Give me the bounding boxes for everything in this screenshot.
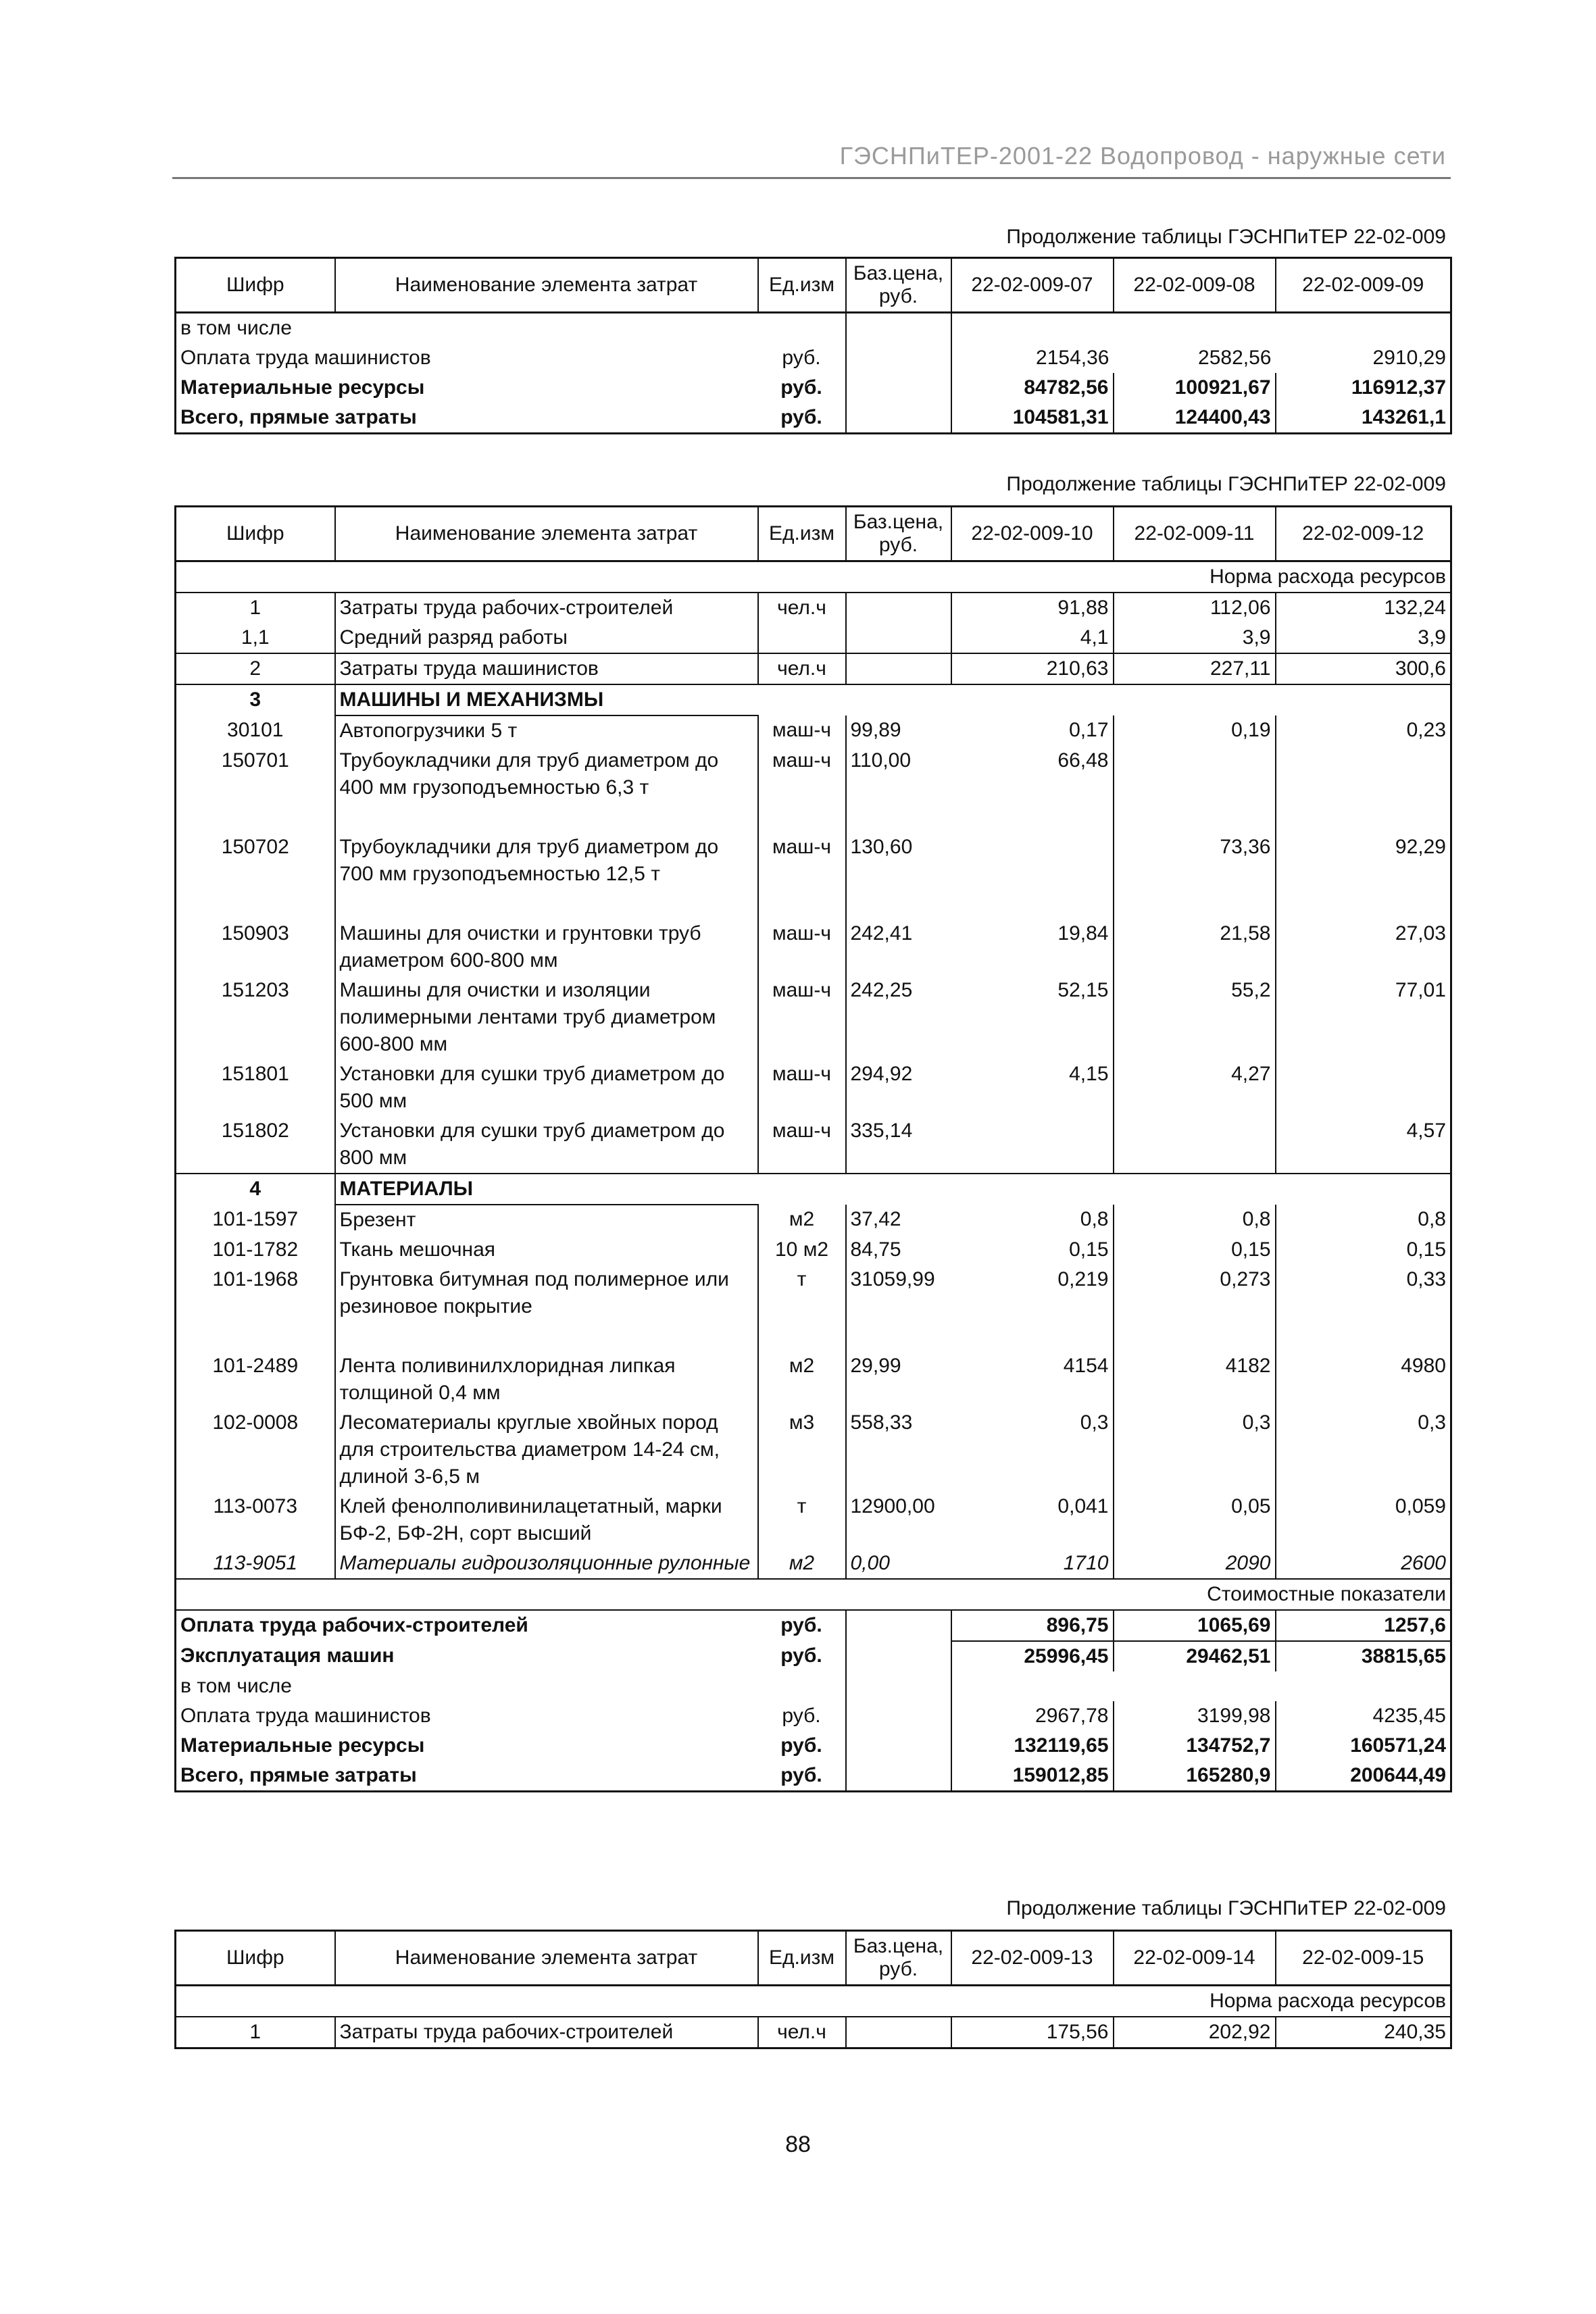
row-code: 2 [176,653,335,684]
row-value: 0,23 [1406,719,1446,741]
row-name: в том числе [180,317,292,339]
row-value: 0,8 [951,1205,1114,1235]
row-name: МАТЕРИАЛЫ [335,1174,758,1205]
row-value: 29462,51 [1114,1641,1276,1671]
row-unit: руб. [780,1614,822,1636]
row-unit: чел.ч [758,653,846,684]
row-unit: маш-ч [758,1116,846,1174]
col-unit-header: Ед.изм [758,1931,846,1986]
row-name: Средний разряд работы [335,623,758,653]
row-value: 0,05 [1114,1492,1276,1549]
row-code: 1,1 [176,623,335,653]
col-price-header: Баз.цена, руб. [846,507,951,561]
norm-label: Норма расхода ресурсов [176,561,1451,593]
row-value: 84782,56 [951,373,1114,403]
col-variant-2-header: 22-02-009-14 [1114,1931,1276,1986]
row-name: Машины для очистки и грунтовки труб диаметром 600-800 мм [335,919,758,976]
row-code: 150701 [176,746,335,832]
row-name: Трубоукладчики для труб диаметром до 400 мм грузоподъемностью 6,3 т [335,746,758,832]
row-value: 92,29 [1395,836,1446,858]
row-value: 77,01 [1395,979,1446,1001]
row-value [1114,746,1276,832]
row-value: 165280,9 [1114,1761,1276,1792]
table-row [176,919,1451,976]
row-value: 38815,65 [1361,1645,1446,1667]
row-value: 896,75 [951,1610,1114,1641]
row-name: Затраты труда рабочих-строителей [335,2017,758,2048]
table-row [176,832,1451,919]
row-code: 151203 [176,976,335,1059]
row-value: 132119,65 [951,1731,1114,1761]
col-variant-1-header: 22-02-009-13 [951,1931,1114,1986]
row-name: Материальные ресурсы [180,376,425,399]
row-value: 4,27 [1114,1059,1276,1116]
row-value: 2582,56 [1198,347,1272,369]
col-price-header: Баз.цена, руб. [846,258,951,313]
row-value: 73,36 [1114,832,1276,919]
row-price: 294,92 [850,1063,913,1085]
col-name-header: Наименование элемента затрат [335,507,758,561]
norm-label: Норма расхода ресурсов [176,1986,1451,2017]
row-value: 27,03 [1395,922,1446,945]
table-row [176,1408,1451,1492]
row-value: 2967,78 [951,1701,1114,1731]
row-price: 99,89 [850,719,901,741]
row-unit: руб. [782,1705,821,1727]
table2-caption: Продолжение таблицы ГЭСНПиТЕР 22-02-009 [1006,473,1446,495]
row-unit: т [758,1265,846,1351]
row-name: Установки для сушки труб диаметром до 800 мм [335,1116,758,1174]
row-price: 37,42 [850,1208,901,1230]
row-unit: руб. [780,1734,822,1757]
norm-label-row [176,1986,1451,2017]
table-row [176,403,1451,434]
row-price [846,593,951,623]
row-value: 0,15 [951,1235,1114,1265]
table-row [176,1235,1451,1265]
row-value: 104581,31 [951,403,1114,434]
row-name: Эксплуатация машин [180,1644,395,1667]
row-code: 3 [176,684,335,715]
col-code-header: Шифр [176,507,335,561]
row-unit [758,623,846,653]
row-name: Грунтовка битумная под полимерное или резиновое покрытие [335,1265,758,1351]
table2 [174,505,1452,1792]
table-row [176,1116,1451,1174]
row-unit: маш-ч [758,1059,846,1116]
row-value: 116912,37 [1351,376,1446,399]
row-name: МАШИНЫ И МЕХАНИЗМЫ [335,684,758,715]
table-row [176,343,1451,373]
norm-label-row [176,561,1451,593]
row-code: 101-1968 [176,1265,335,1351]
col-code-header: Шифр [176,1931,335,1986]
row-value: 240,35 [1384,2021,1446,2043]
row-value: 300,6 [1395,657,1446,680]
row-value: 4,15 [951,1059,1114,1116]
row-value [951,1116,1114,1174]
cost-row [176,1761,1451,1792]
running-header: ГЭСНПиТЕР-2001-22 Водопровод - наружные сети [839,142,1446,170]
row-name: Всего, прямые затраты [180,406,417,428]
row-value: 91,88 [951,593,1114,623]
row-name: Брезент [335,1205,758,1235]
row-name: Клей фенолполивинилацетатный, марки БФ-2, БФ-2Н, сорт высший [335,1492,758,1549]
row-price: 335,14 [850,1120,913,1142]
row-code: 151802 [176,1116,335,1174]
row-value: 0,219 [951,1265,1114,1351]
row-price [846,623,951,653]
row-unit: маш-ч [758,715,846,746]
row-price: 0,00 [850,1552,890,1574]
row-value: 0,17 [951,715,1114,746]
row-value: 0,273 [1114,1265,1276,1351]
cost-row [176,1671,1451,1701]
row-name: Ткань мешочная [335,1235,758,1265]
row-value: 3,9 [1114,623,1276,653]
row-value: 4980 [1401,1355,1446,1377]
row-unit: м2 [758,1205,846,1235]
row-value: 4,1 [951,623,1114,653]
table3-caption: Продолжение таблицы ГЭСНПиТЕР 22-02-009 [1006,1897,1446,1919]
col-unit-header: Ед.изм [758,258,846,313]
row-unit: руб. [780,406,822,428]
col-variant-1-header: 22-02-009-07 [951,258,1114,313]
row-price: 29,99 [850,1355,901,1377]
cost-row [176,1731,1451,1761]
row-value: 0,3 [1418,1411,1446,1434]
row-value: 202,92 [1114,2017,1276,2048]
row-unit: 10 м2 [758,1235,846,1265]
row-value: 2154,36 [1036,347,1109,369]
table-row [176,653,1451,684]
row-value: 3199,98 [1114,1701,1276,1731]
row-price: 12900,00 [850,1495,935,1517]
row-code: 150702 [176,832,335,919]
row-name: Материальные ресурсы [180,1734,425,1757]
row-code: 1 [176,2017,335,2048]
row-value: 19,84 [951,919,1114,976]
row-name: Автопогрузчики 5 т [335,715,758,746]
row-name: Затраты труда машинистов [335,653,758,684]
row-price: 130,60 [850,836,913,858]
row-name: Лесоматериалы круглые хвойных пород для строительства диаметром 14-24 см, длиной 3-6,5 м [335,1408,758,1492]
row-value: 0,041 [951,1492,1114,1549]
row-price: 84,75 [850,1238,901,1261]
row-value: 21,58 [1114,919,1276,976]
row-value: 160571,24 [1350,1734,1446,1757]
table-row [176,1549,1451,1579]
row-name: Трубоукладчики для труб диаметром до 700 мм грузоподъемностью 12,5 т [335,832,758,919]
row-value: 2090 [1114,1549,1276,1579]
row-name: в том числе [180,1675,292,1697]
row-value: 3,9 [1418,626,1446,649]
row-code: 151801 [176,1059,335,1116]
row-price [846,2017,951,2048]
table1-caption: Продолжение таблицы ГЭСНПиТЕР 22-02-009 [1006,226,1446,248]
row-code: 150903 [176,919,335,976]
col-variant-2-header: 22-02-009-08 [1114,258,1276,313]
row-value: 124400,43 [1114,403,1276,434]
row-name: Оплата труда машинистов [180,1705,431,1727]
row-unit: м2 [758,1549,846,1579]
row-code: 101-1597 [176,1205,335,1235]
row-unit: т [758,1492,846,1549]
row-value: 227,11 [1114,653,1276,684]
row-unit: м2 [758,1351,846,1408]
row-code: 30101 [176,715,335,746]
cost-label: Стоимостные показатели [176,1579,1451,1610]
table1 [174,257,1452,434]
row-unit: чел.ч [758,2017,846,2048]
row-name: Затраты труда рабочих-строителей [335,593,758,623]
page-number: 88 [785,2132,811,2157]
header-rule [172,177,1451,179]
row-value: 2600 [1401,1552,1446,1574]
row-value: 4235,45 [1372,1705,1446,1727]
row-value: 25996,45 [951,1641,1114,1671]
table-row [176,2017,1451,2048]
table-row [176,1265,1451,1351]
row-name: Оплата труда машинистов [180,347,431,369]
row-unit: м3 [758,1408,846,1492]
row-name: Оплата труда рабочих-строителей [180,1614,528,1636]
row-code: 101-1782 [176,1235,335,1265]
row-value [1114,1116,1276,1174]
row-value: 112,06 [1114,593,1276,623]
table-row [176,593,1451,623]
row-value: 200644,49 [1350,1764,1446,1786]
table-row [176,623,1451,653]
col-price-header: Баз.цена, руб. [846,1931,951,1986]
row-value: 4,57 [1406,1120,1446,1142]
section-row-materials [176,1174,1451,1205]
row-unit: руб. [780,376,822,399]
cost-row [176,1610,1451,1641]
table-row [176,976,1451,1059]
row-name: Всего, прямые затраты [180,1764,417,1786]
table-row [176,746,1451,832]
row-price: 31059,99 [850,1268,935,1290]
row-name: Лента поливинилхлоридная липкая толщиной 0,4 мм [335,1351,758,1408]
row-value: 66,48 [951,746,1114,832]
row-value: 210,63 [951,653,1114,684]
row-value: 0,33 [1406,1268,1446,1290]
row-value: 0,3 [951,1408,1114,1492]
row-name: Материалы гидроизоляционные рулонные [335,1549,758,1579]
col-variant-2-header: 22-02-009-11 [1114,507,1276,561]
table-row [176,1492,1451,1549]
row-code: 113-9051 [176,1549,335,1579]
col-unit-header: Ед.изм [758,507,846,561]
cost-label-row [176,1579,1451,1610]
row-price: 242,41 [850,922,913,945]
row-value: 4154 [951,1351,1114,1408]
row-value: 0,8 [1114,1205,1276,1235]
row-value: 143261,1 [1361,406,1446,428]
row-value: 2910,29 [1372,347,1446,369]
row-price: 242,25 [850,979,913,1001]
row-value: 55,2 [1114,976,1276,1059]
row-unit: маш-ч [758,976,846,1059]
row-unit: маш-ч [758,746,846,832]
row-value: 0,059 [1395,1495,1446,1517]
col-name-header: Наименование элемента затрат [335,1931,758,1986]
table-row [176,1351,1451,1408]
row-value: 0,15 [1406,1238,1446,1261]
cost-row [176,1701,1451,1731]
row-unit: руб. [780,1644,822,1667]
col-variant-3-header: 22-02-009-12 [1276,507,1451,561]
section-row-machines [176,684,1451,715]
row-value: 132,24 [1384,597,1446,619]
table-row [176,715,1451,746]
table-row [176,1059,1451,1116]
row-unit: руб. [782,347,821,369]
row-price [846,653,951,684]
row-value: 0,3 [1114,1408,1276,1492]
col-variant-3-header: 22-02-009-15 [1276,1931,1451,1986]
row-price: 110,00 [850,749,912,772]
row-value: 1065,69 [1114,1610,1276,1641]
row-value: 1710 [951,1549,1114,1579]
row-unit: маш-ч [758,919,846,976]
table-row [176,313,1451,344]
row-value: 159012,85 [951,1761,1114,1792]
row-value: 100921,67 [1114,373,1276,403]
row-code: 101-2489 [176,1351,335,1408]
table-row [176,373,1451,403]
table3 [174,1930,1452,2049]
row-value: 1257,6 [1276,1610,1451,1641]
row-value: 0,15 [1114,1235,1276,1265]
row-value: 175,56 [951,2017,1114,2048]
row-code: 102-0008 [176,1408,335,1492]
row-unit: чел.ч [758,593,846,623]
row-value: 4182 [1114,1351,1276,1408]
row-name: Установки для сушки труб диаметром до 500 мм [335,1059,758,1116]
row-code: 4 [176,1174,335,1205]
cost-row [176,1641,1451,1671]
row-value [1276,746,1451,832]
row-value: 134752,7 [1114,1731,1276,1761]
table-row [176,1205,1451,1235]
row-unit: маш-ч [758,832,846,919]
row-value [951,832,1114,919]
row-value [1276,1059,1451,1116]
row-unit: руб. [780,1764,822,1786]
row-value: 0,8 [1418,1208,1446,1230]
row-price: 558,33 [850,1411,913,1434]
row-code: 1 [176,593,335,623]
row-value: 0,19 [1114,715,1276,746]
row-value: 52,15 [951,976,1114,1059]
col-code-header: Шифр [176,258,335,313]
row-code: 113-0073 [176,1492,335,1549]
row-name: Машины для очистки и изоляции полимерными лентами труб диаметром 600-800 мм [335,976,758,1059]
col-variant-3-header: 22-02-009-09 [1276,258,1451,313]
col-variant-1-header: 22-02-009-10 [951,507,1114,561]
col-name-header: Наименование элемента затрат [335,258,758,313]
